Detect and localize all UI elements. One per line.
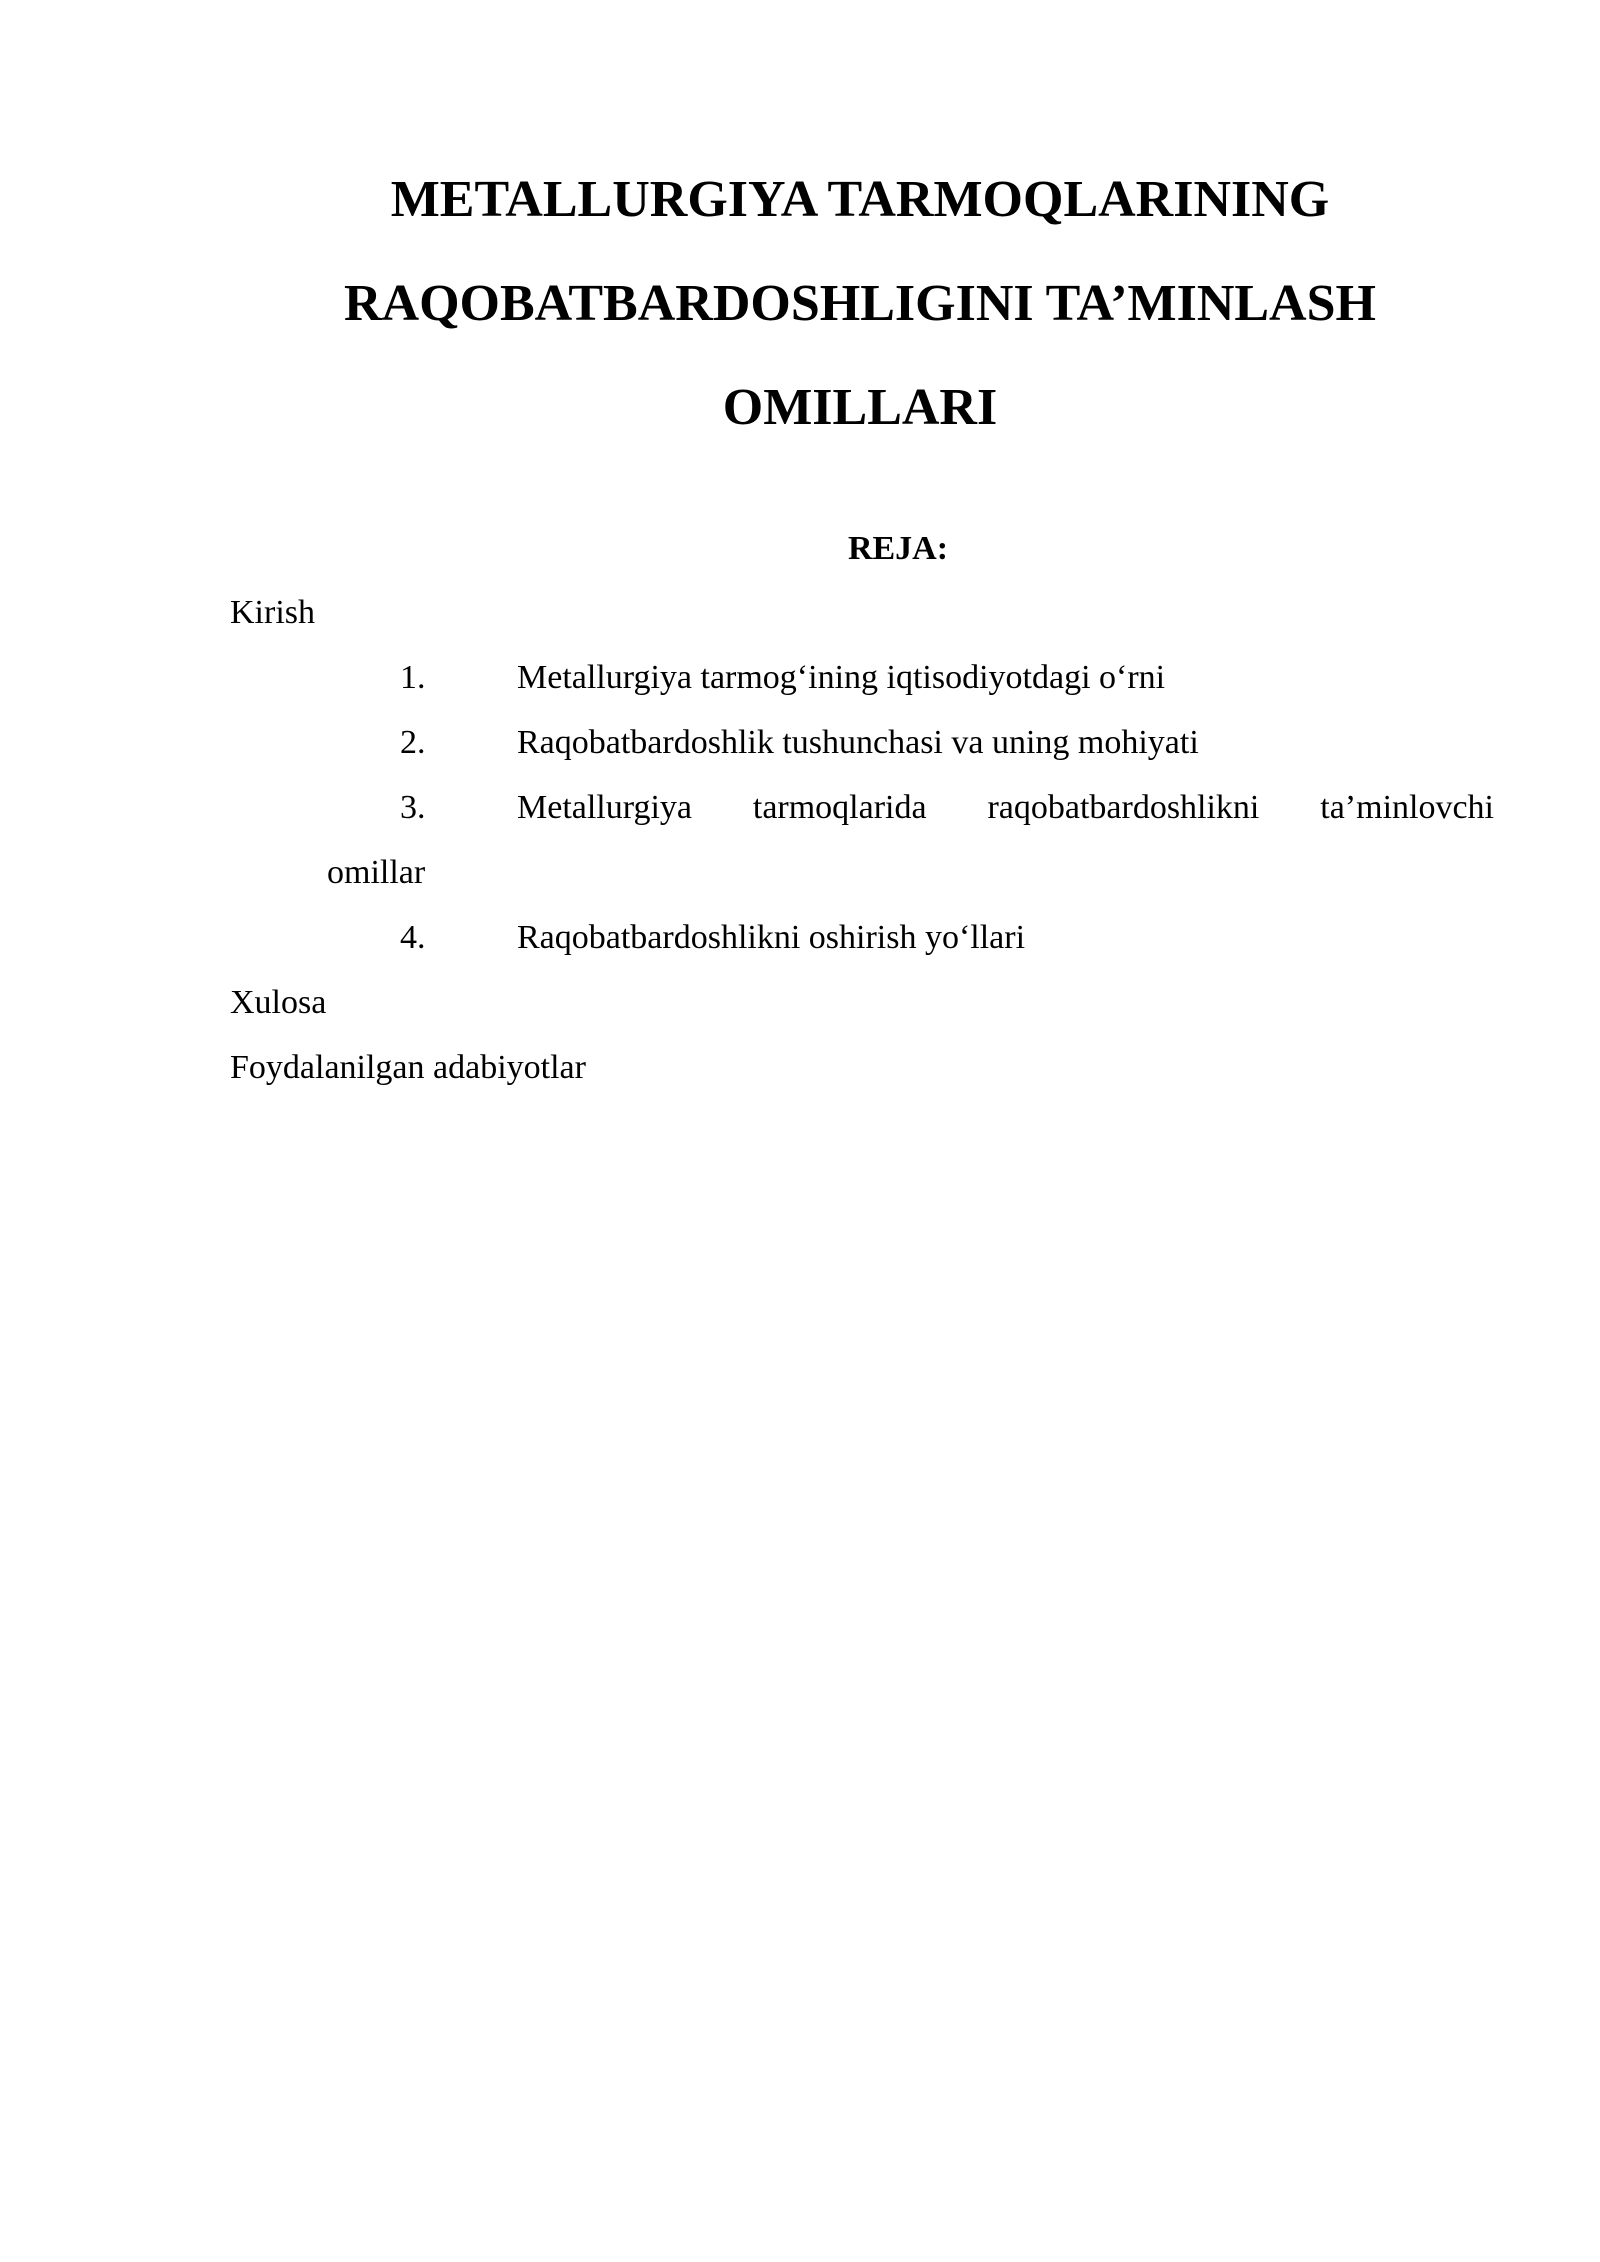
plan-item-text: Metallurgiya tarmog‘ining iqtisodiyotdagi o‘rni	[517, 659, 1166, 696]
title-line-3: OMILLARI	[722, 379, 998, 436]
plan-item-text: Raqobatbardoshlikni oshirish yo‘llari	[517, 919, 1026, 956]
plan-references: Foydalanilgan adabiyotlar	[230, 1049, 586, 1086]
title-line-1: METALLURGIYA TARMOQLARINING	[390, 171, 1330, 228]
plan-conclusion: Xulosa	[230, 984, 327, 1021]
plan-item-number: 1.	[400, 659, 426, 696]
title-line-2: RAQOBATBARDOSHLIGINI TA’MINLASH	[344, 275, 1376, 332]
plan-intro: Kirish	[230, 594, 315, 631]
plan-item-number: 3.	[400, 789, 426, 826]
document-title	[230, 148, 1490, 460]
plan-item-text: Raqobatbardoshlik tushunchasi va uning mohiyati	[517, 724, 1199, 761]
plan-item-number: 2.	[400, 724, 426, 761]
plan-heading: REJA:	[847, 530, 949, 567]
plan-item-number: 4.	[400, 919, 426, 956]
plan-item-continuation: omillar	[327, 854, 426, 891]
plan-item-text: Metallurgiya tarmoqlarida raqobatbardoshlikni ta’minlovchi	[517, 789, 1494, 826]
